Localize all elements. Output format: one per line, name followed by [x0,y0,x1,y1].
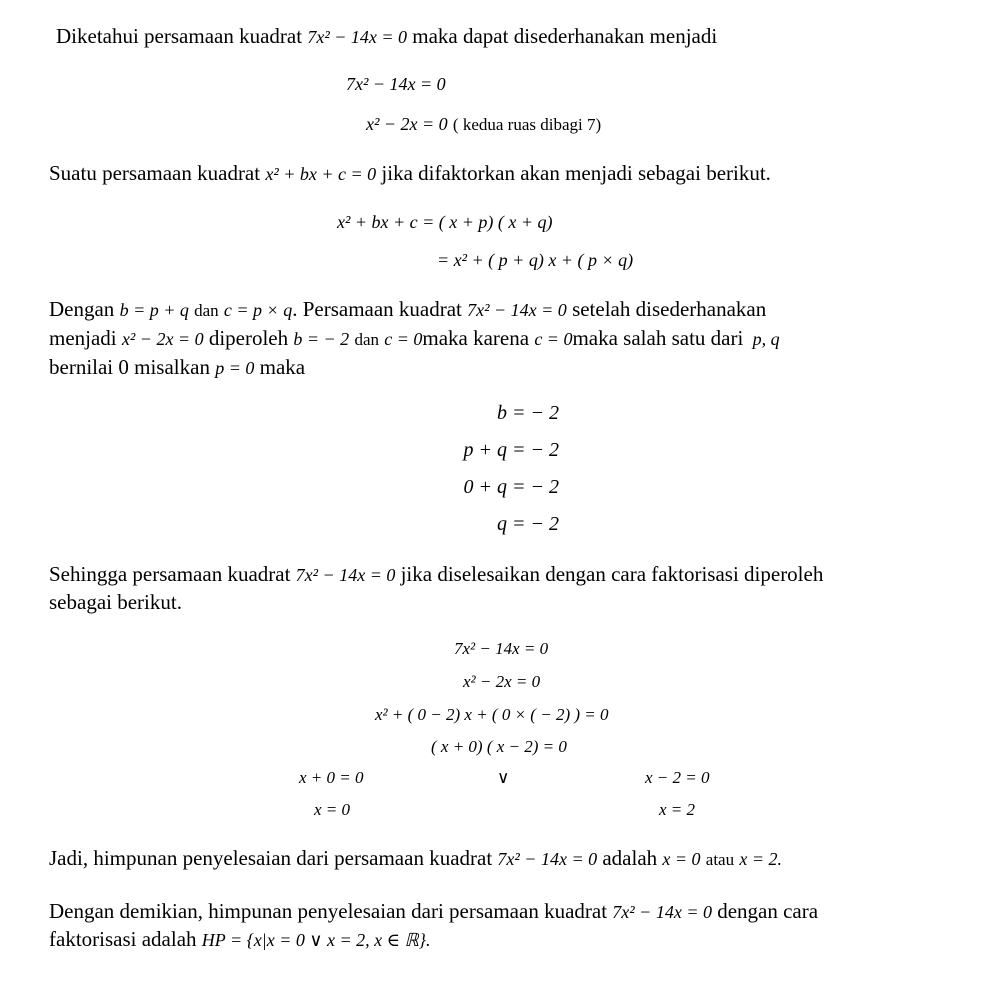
explain-text-8: maka karena [422,326,530,350]
explain-text-3: . Persamaan kuadrat [292,297,462,321]
step-left-1: x + 0 = 0 [299,768,364,787]
summary-2-equation: 7x² − 14x = 0 [612,902,712,922]
summary-2-text-3: faktorisasi adalah [49,927,197,951]
step-3: x² + ( 0 − 2) x + ( 0 × ( − 2) ) = 0 [375,705,609,724]
explain-math-5: b = − 2 [293,329,350,349]
simplify-note: ( kedua ruas dibagi 7) [452,115,602,134]
explain-line-3 [49,357,305,378]
conclude-text-2: jika diselesaikan dengan cara faktorisasi diperoleh [400,562,824,586]
explain-math-1: b = p + q [119,300,189,320]
summary-1-equation: 7x² − 14x = 0 [497,849,598,869]
explain-math-2: c = p × q [223,300,293,320]
explain-math-6: c = 0 [384,329,423,349]
explain-text-2: dan [194,301,219,320]
factor-form-line-1: x² + bx + c = ( x + p) ( x + q) [337,212,553,232]
explain-text-5: menjadi [49,326,117,350]
summary-1-text-3: atau [705,850,735,869]
explain-math-7: c = 0 [534,329,573,349]
conclude-text-3: sebagai berikut. [49,590,182,614]
simplify-equation: x² − 2x = 0 [366,114,448,134]
solve-q-line-3: 0 + q = − 2 [463,476,559,498]
step-4: ( x + 0) ( x − 2) = 0 [431,737,567,756]
explain-text-9: maka salah satu dari [572,326,744,350]
step-2: x² − 2x = 0 [463,672,541,691]
explain-math-3: 7x² − 14x = 0 [467,300,567,320]
summary-2-text-1: Dengan demikian, himpunan penyelesaian dari persamaan kuadrat [49,899,608,923]
summary-2-hp: HP = {x|x = 0 ∨ x = 2, x ∈ ℝ}. [201,930,431,950]
summary-2-line-1 [49,901,818,922]
factor-intro-equation: x² + bx + c = 0 [265,164,377,184]
explain-text-10: bernilai 0 misalkan [49,355,210,379]
explain-line-1 [49,299,766,320]
simplify-line-1: 7x² − 14x = 0 [346,74,446,94]
factor-intro-text-2: jika difaktorkan akan menjadi sebagai berikut. [381,161,771,185]
summary-1-answer-a: x = 0 [662,849,701,869]
step-or: ∨ [497,768,510,787]
summary-2-text-2: dengan cara [717,899,819,923]
explain-text-1: Dengan [49,297,115,321]
intro-line [56,26,717,47]
summary-1-text-2: adalah [602,846,658,870]
intro-text-1: Diketahui persamaan kuadrat [56,24,303,48]
factor-intro-line [49,163,771,184]
explain-math-9: p = 0 [215,358,255,378]
step-left-2: x = 0 [314,800,351,819]
solve-q-line-4: q = − 2 [497,513,559,535]
conclude-equation: 7x² − 14x = 0 [295,565,396,585]
explain-math-8: p, q [752,329,780,349]
explain-math-4: x² − 2x = 0 [121,329,204,349]
simplify-line-2 [366,113,601,134]
intro-text-2: maka dapat disederhanakan menjadi [412,24,718,48]
step-right-2: x = 2 [659,800,696,819]
summary-1-line [49,848,782,869]
explain-text-11: maka [259,355,306,379]
summary-1-answer-b: x = 2. [739,849,782,869]
solve-q-line-1: b = − 2 [497,402,559,424]
summary-1-text-1: Jadi, himpunan penyelesaian dari persamaan kuadrat [49,846,493,870]
step-right-1: x − 2 = 0 [645,768,710,787]
intro-equation: 7x² − 14x = 0 [307,27,407,47]
factor-form-line-2: = x² + ( p + q) x + ( p × q) [437,250,634,270]
explain-text-7: dan [354,330,379,349]
explain-line-2 [49,328,780,349]
summary-2-line-2 [49,929,430,950]
factor-intro-text-1: Suatu persamaan kuadrat [49,161,261,185]
solve-q-line-2: p + q = − 2 [463,439,559,461]
conclude-text-1: Sehingga persamaan kuadrat [49,562,291,586]
conclude-line-1 [49,564,823,585]
explain-text-4: setelah disederhanakan [572,297,767,321]
step-1: 7x² − 14x = 0 [454,639,549,658]
explain-text-6: diperoleh [208,326,289,350]
